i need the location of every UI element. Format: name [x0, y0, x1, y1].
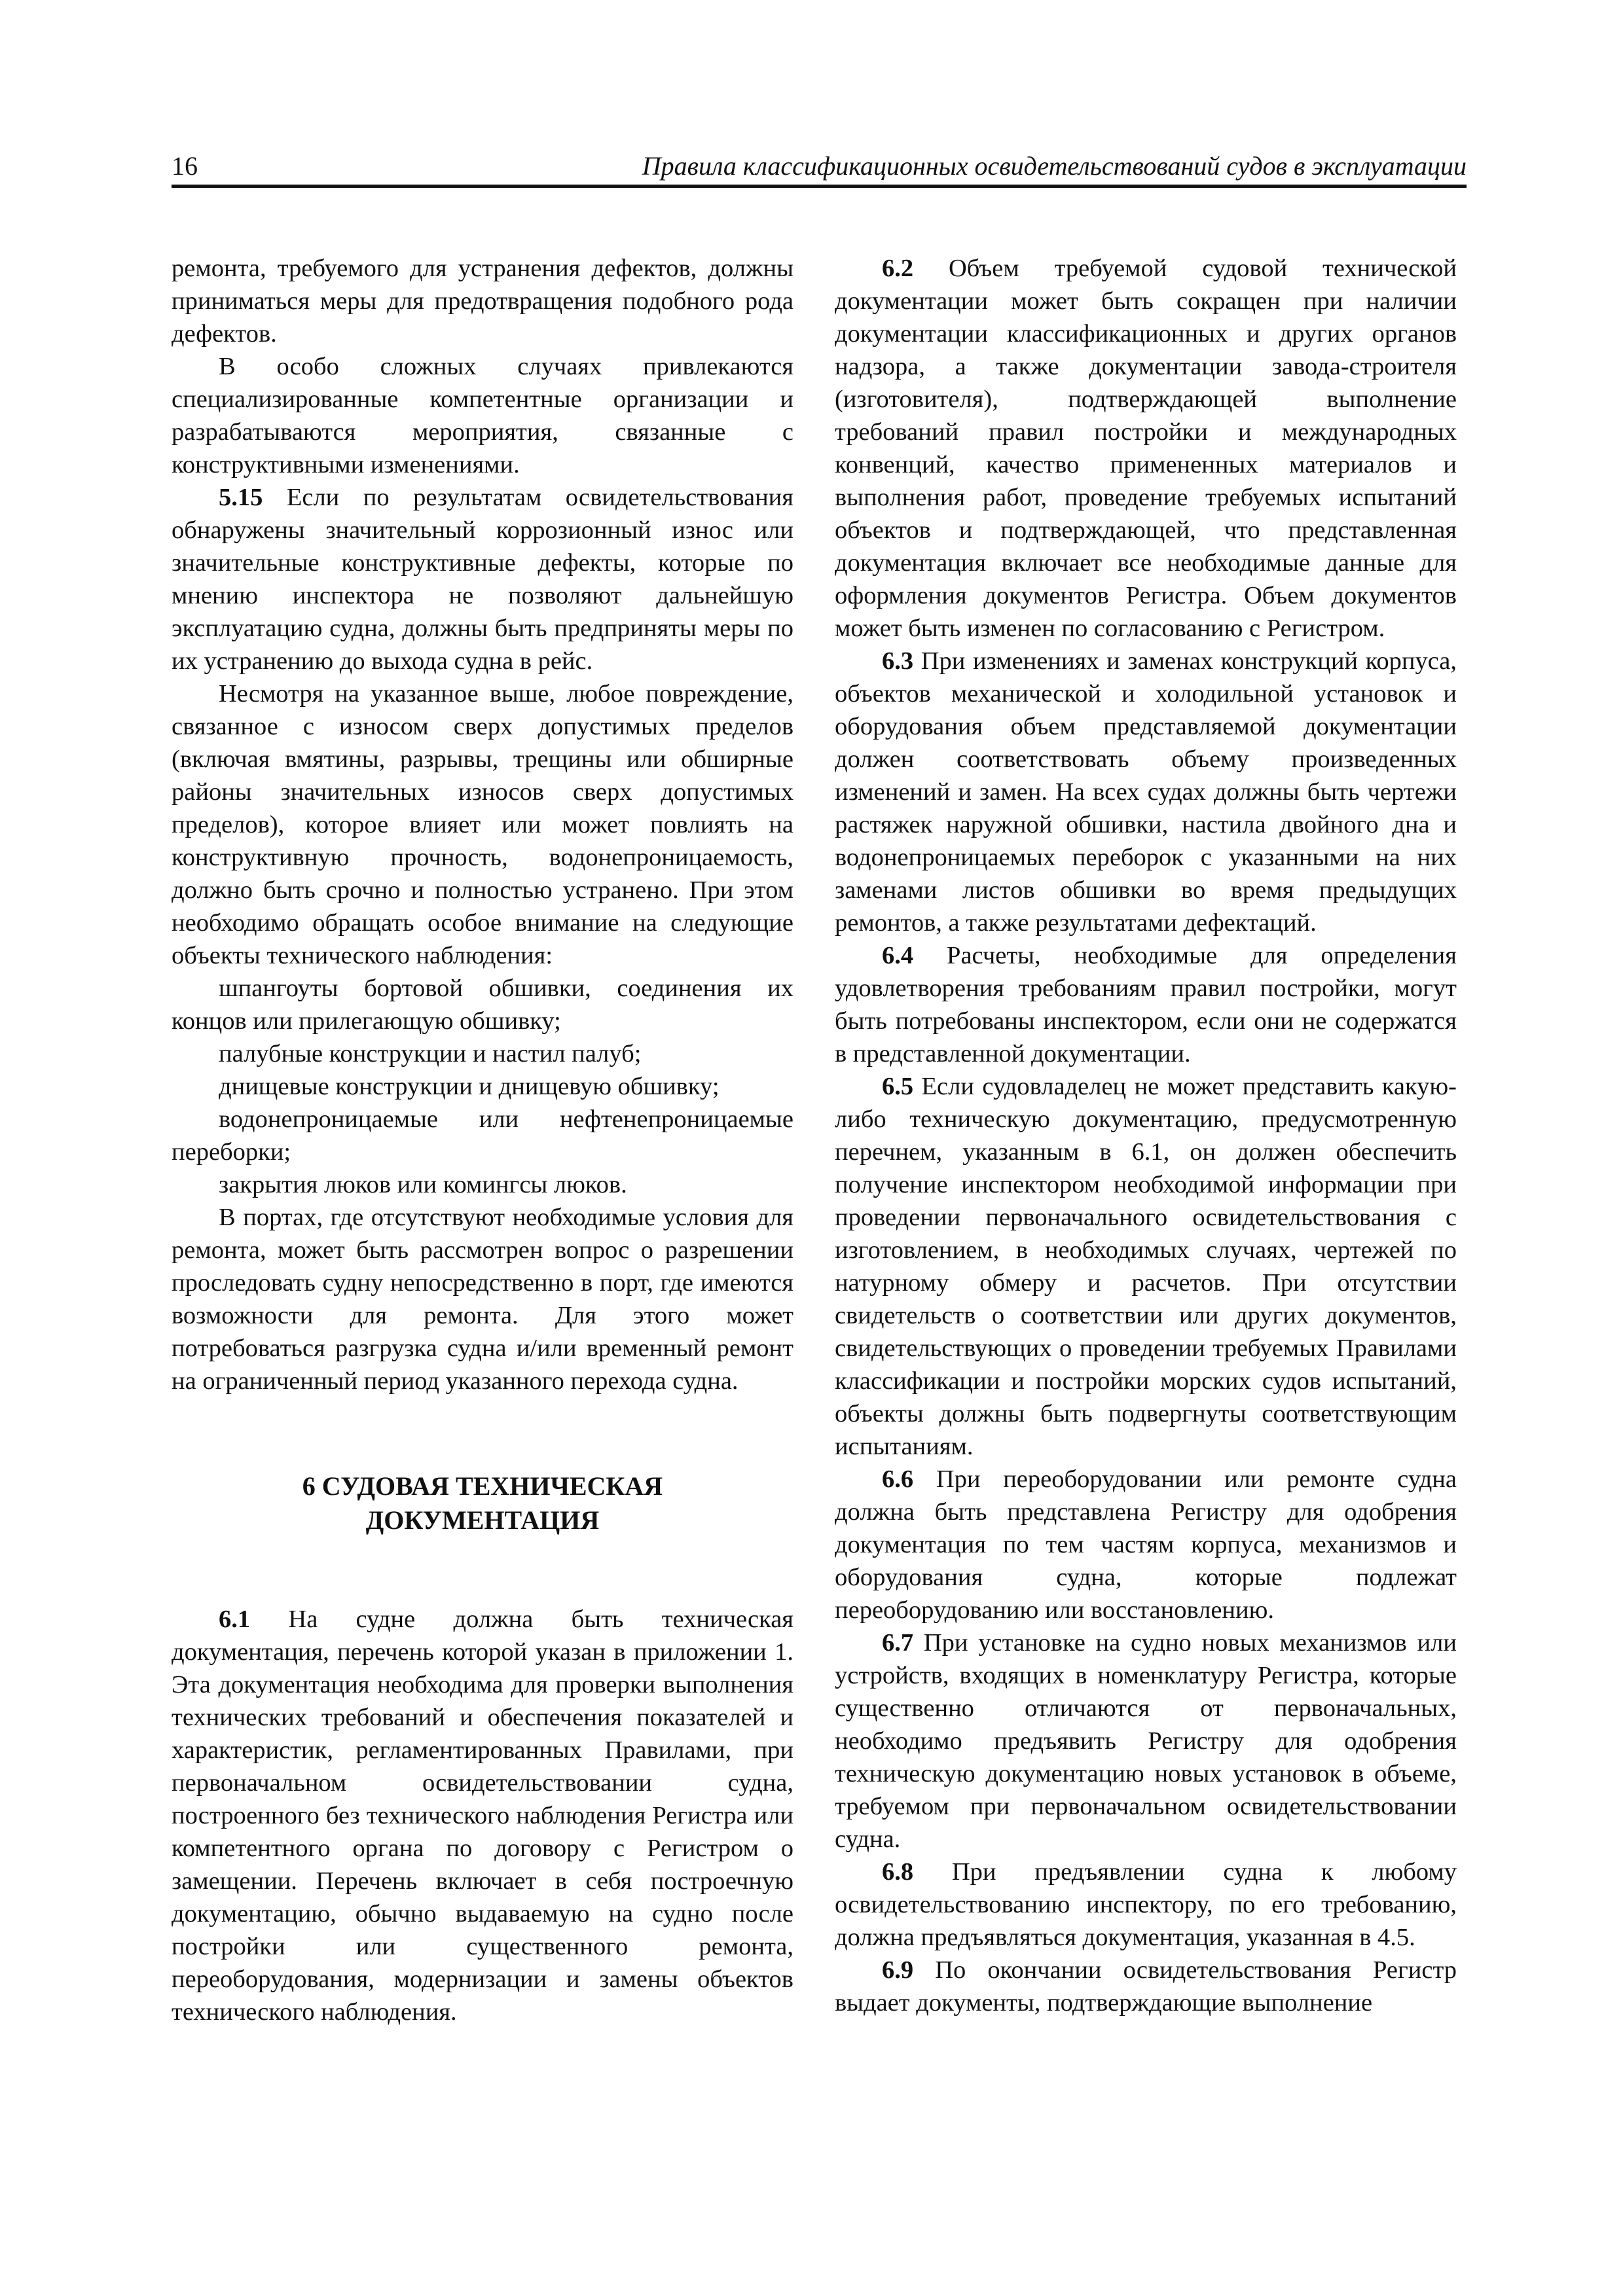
page-header [172, 145, 1467, 188]
clause-number: 6.9 [882, 1956, 914, 1984]
list-item: водонепроницаемые или нефтенепроницаемые переборки; [172, 1105, 793, 1166]
paragraph: ремонта, требуемого для устранения дефектов, должны приниматься меры для предотвращения подобного рода дефектов. [172, 255, 793, 348]
list-item: днищевые конструкции и днищевую обшивку; [219, 1073, 720, 1100]
paragraph-6-7 [835, 1626, 1457, 1856]
clause-text: При переоборудовании или ремонте судна должна быть представлена Регистру для одобрения документация по тем частям корпуса, механизмов и оборудования судна, которые подлежат переоборудованию или восстановлению. [835, 1465, 1457, 1624]
clause-number: 6.1 [219, 1605, 251, 1633]
paragraph-6-9 [835, 1954, 1457, 2019]
paragraph: В портах, где отсутствуют необходимые условия для ремонта, может быть рассмотрен вопрос о разрешении проследовать судну непосредственно в порт, где имеются возможности для ремонта. Для этого может потребоваться разгрузка судна и/или временный ремонт на ограниченный период указанного перехода судна. [172, 1204, 793, 1395]
paragraph-6-4 [835, 939, 1457, 1070]
paragraph-6-2 [835, 252, 1457, 645]
clause-number: 6.2 [882, 255, 914, 282]
clause-text: Расчеты, необходимые для определения удовлетворения требованиям правил постройки, могут быть потребованы инспектором, если они не содержатся в представленной документации. [835, 942, 1457, 1067]
page-number: 16 [172, 151, 198, 181]
section-title-line: 6 СУДОВАЯ ТЕХНИЧЕСКАЯ [302, 1471, 663, 1501]
list-item: палубные конструкции и настил палуб; [219, 1040, 642, 1067]
clause-text: При изменениях и заменах конструкций корпуса, объектов механической и холодильной установок и оборудования объем представляемой документации должен соответствовать объему произведенных изменений и замен. На всех судах должны быть чертежи растяжек наружной обшивки, настила двойного дна и водонепроницаемых переборок с указанными на них заменами листов обшивки во время предыдущих ремонтов, а также результатами дефектаций. [835, 647, 1457, 937]
clause-number: 6.7 [882, 1629, 914, 1657]
section-title-line: ДОКУМЕНТАЦИЯ [365, 1505, 600, 1535]
paragraph-5-15 [172, 481, 793, 677]
clause-text: Объем требуемой судовой технической документации может быть сокращен при наличии документации классификационных и других органов надзора, а также документации завода-строителя (изготовителя), подтверждающей выполнение требований правил постройки и международных конвенций, качество примененных материалов и выполнения работ, проведение требуемых испытаний объектов и подтверждающей, что представленная документация включает все необходимые данные для оформления документов Регистра. Объем документов может быть изменен по согласованию с Регистром. [835, 255, 1457, 642]
paragraph-6-3 [835, 645, 1457, 939]
left-column [172, 252, 793, 2028]
clause-text: При предъявлении судна к любому освидетельствованию инспектору, по его требованию, должна предъявляться документация, указанная в 4.5. [835, 1858, 1457, 1951]
list-item: шпангоуты бортовой обшивки, соединения их концов или прилегающую обшивку; [172, 975, 793, 1035]
paragraph: Несмотря на указанное выше, любое повреждение, связанное с износом сверх допустимых пределов (включая вмятины, разрывы, трещины или обширные районы значительных износов сверх допустимых пределов), которое влияет или может повлиять на конструктивную прочность, водонепроницаемость, должно быть срочно и полностью устранено. При этом необходимо обращать особое внимание на следующие объекты технического наблюдения: [172, 680, 793, 969]
clause-text: На судне должна быть техническая документация, перечень которой указан в приложении 1. Эта документация необходима для проверки выполнения технических требований и обеспечения показателей и характеристик, регламентированных Правилами, при первоначальном освидетельствовании судна, построенного без технического наблюдения Регистра или компетентного органа по договору с Регистром о замещении. Перечень включает в себя построечную документацию, обычно выдаваемую на судно после постройки или существенного ремонта, переоборудования, модернизации и замены объектов технического наблюдения. [172, 1605, 793, 2026]
paragraph-6-6 [835, 1463, 1457, 1626]
clause-number: 6.8 [882, 1858, 914, 1886]
clause-text: При установке на судно новых механизмов или устройств, входящих в номенклатуру Регистра, которые существенно отличаются от первоначальных, необходимо предъявить Регистру для одобрения техническую документацию новых установок в объеме, требуемом при первоначальном освидетельствовании судна. [835, 1629, 1457, 1853]
paragraph-6-5 [835, 1070, 1457, 1463]
list-item: закрытия люков или комингсы люков. [219, 1171, 627, 1198]
clause-number: 5.15 [219, 484, 263, 511]
clause-text: По окончании освидетельствования Регистр выдает документы, подтверждающие выполнение [835, 1956, 1457, 2017]
clause-text: Если судовладелец не может представить какую-либо техническую документацию, предусмотренную перечнем, указанным в 6.1, он должен обеспечить получение инспектором необходимой информации при проведении первоначального освидетельствования с изготовлением, в необходимых случаях, чертежей по натурному обмеру и расчетов. При отсутствии свидетельств о соответствии или других документов, свидетельствующих о проведении требуемых Правилами классификации и постройки морских судов испытаний, объекты должны быть подвергнуты соответствующим испытаниям. [835, 1073, 1457, 1460]
clause-number: 6.4 [882, 942, 914, 969]
paragraph: В особо сложных случаях привлекаются специализированные компетентные организации и разрабатываются мероприятия, связанные с конструктивными изменениями. [172, 353, 793, 478]
right-column [835, 252, 1457, 2019]
paragraph-6-1 [172, 1603, 793, 2028]
clause-number: 6.5 [882, 1073, 914, 1100]
paragraph-6-8 [835, 1856, 1457, 1954]
clause-text: Если по результатам освидетельствования обнаружены значительный коррозионный износ или значительные конструктивные дефекты, которые по мнению инспектора не позволяют дальнейшую эксплуатацию судна, должны быть предприняты меры по их устранению до выхода судна в рейс. [172, 484, 793, 675]
section-title [172, 1469, 793, 1537]
running-title: Правила классификационных освидетельствований судов в эксплуатации [642, 151, 1467, 181]
clause-number: 6.6 [882, 1465, 914, 1493]
clause-number: 6.3 [882, 647, 914, 675]
